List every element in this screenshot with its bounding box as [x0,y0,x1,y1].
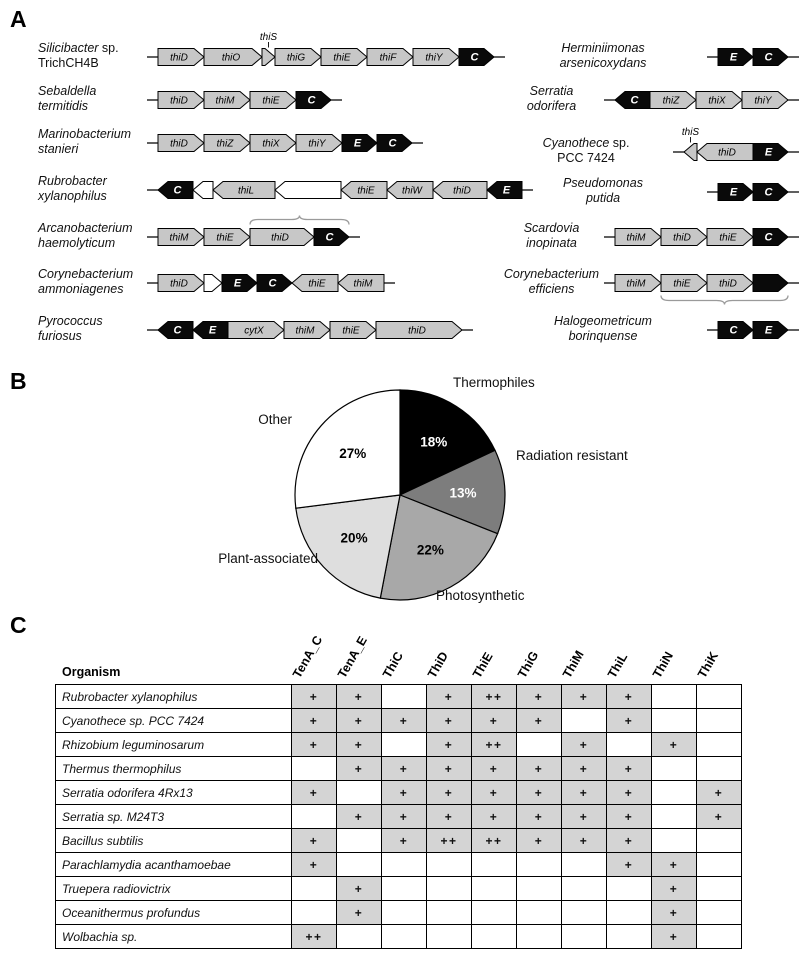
presence-cell: + [607,829,652,853]
presence-cell [652,781,697,805]
table-row [56,829,742,853]
presence-cell [697,901,742,925]
table-column-header-thil: ThiL [605,650,631,681]
presence-cell [337,925,382,949]
panel-c-label: C [10,612,27,638]
presence-cell [382,901,427,925]
presence-cell [382,925,427,949]
table-row [56,781,742,805]
presence-cell: + [517,685,562,709]
gene-cluster [707,322,799,339]
gene-arrow-unlabeled [275,182,341,199]
presence-cell: ++ [292,925,337,949]
presence-cell [652,685,697,709]
gene-label: E [233,277,242,290]
pie-percent-label: 20% [340,530,368,546]
pie-label-other: Other [258,412,292,427]
table-row [56,901,742,925]
presence-cell: + [427,733,472,757]
gene-label: thiO [221,52,241,64]
gene-label: thiD [170,138,188,150]
presence-cell: + [517,781,562,805]
gene-label: thiX [708,95,726,107]
organism-column-header: Organism [62,665,121,679]
presence-cell: + [607,781,652,805]
presence-cell: + [292,733,337,757]
gene-label: C [307,94,316,107]
gene-label: thiD [170,278,188,290]
organism-name: Arcanobacterium haemolyticum [38,221,133,250]
organism-cell: Rhizobium leguminosarum [56,733,292,757]
presence-cell: + [472,757,517,781]
gene-cluster [604,275,799,305]
presence-cell [697,733,742,757]
presence-cell: + [517,829,562,853]
gene-label: thiE [216,232,234,244]
presence-cell [427,925,472,949]
presence-cell: ++ [472,733,517,757]
presence-cell: + [652,901,697,925]
gene-label: thiE [342,325,360,337]
gene-label: thiM [295,325,315,337]
table-column-header-thim: ThiM [560,648,587,681]
presence-cell [427,853,472,877]
gene-label: E [729,51,738,64]
organism-cell: Oceanithermus profundus [56,901,292,925]
presence-cell: + [652,733,697,757]
presence-cell: + [427,781,472,805]
presence-cell [382,877,427,901]
presence-cell: + [697,781,742,805]
presence-cell: + [427,685,472,709]
gene-label: cytX [244,325,264,337]
presence-cell: + [382,805,427,829]
gene-label: E [764,324,773,337]
gene-label: C [268,277,277,290]
gene-label: C [764,51,773,64]
gene-cluster [147,32,505,66]
gene-label: C [388,137,397,150]
table-row [56,709,742,733]
gene-label: thiX [262,138,280,150]
pie-label-thermophiles: Thermophiles [453,375,535,390]
presence-cell: + [382,781,427,805]
presence-cell [517,853,562,877]
gene-label: thiD [408,325,426,337]
gene-cluster [147,275,395,292]
gene-label: thiM [169,232,189,244]
presence-cell: + [652,853,697,877]
organism-cell: Wolbachia sp. [56,925,292,949]
presence-cell: + [517,709,562,733]
organism-cell: Serratia sp. M24T3 [56,805,292,829]
gene-fusion-brace [250,216,349,225]
presence-cell: + [472,781,517,805]
presence-cell [517,733,562,757]
presence-cell [382,853,427,877]
presence-cell: ++ [472,829,517,853]
presence-cell: + [382,829,427,853]
presence-cell: + [292,685,337,709]
organism-name: Sebaldella termitidis [38,84,97,113]
gene-label: thiM [626,278,646,290]
presence-cell [697,853,742,877]
presence-cell: + [607,805,652,829]
presence-cell [562,709,607,733]
table-column-header-thic: ThiC [380,649,407,681]
presence-cell [652,757,697,781]
gene-label: thiE [262,95,280,107]
presence-cell: + [292,709,337,733]
table-row [56,757,742,781]
presence-cell [562,901,607,925]
presence-cell [697,709,742,733]
table-column-header-thin: ThiN [650,649,677,681]
presence-cell [517,877,562,901]
gene-arrow-unlabeled [753,275,788,292]
organism-name: Marinobacterium stanieri [38,127,132,156]
gene-label: C [630,94,639,107]
presence-cell [427,877,472,901]
presence-cell: + [652,925,697,949]
organism-name: Herminiimonas arsenicoxydans [559,41,647,70]
gene-arrow-unlabeled [193,182,213,199]
presence-cell: ++ [472,685,517,709]
presence-cell: + [382,709,427,733]
table-row [56,853,742,877]
gene-arrow-thiS [262,49,275,66]
organism-cell: Parachlamydia acanthamoebae [56,853,292,877]
presence-cell [472,901,517,925]
presence-cell [697,829,742,853]
organism-cell: Cyanothece sp. PCC 7424 [56,709,292,733]
presence-cell [607,925,652,949]
gene-arrow-unlabeled [204,275,222,292]
presence-cell [472,877,517,901]
organism-cell: Thermus thermophilus [56,757,292,781]
gene-cluster [147,322,473,339]
presence-cell: + [337,901,382,925]
gene-cluster [147,135,423,152]
presence-cell: + [697,805,742,829]
gene-label: C [729,324,738,337]
gene-label: thiE [357,185,375,197]
pie-percent-label: 18% [420,434,448,450]
presence-cell [472,853,517,877]
presence-cell [292,877,337,901]
presence-cell: + [337,709,382,733]
presence-cell [517,925,562,949]
table-column-header-thig: ThiG [515,648,542,681]
presence-cell: + [292,853,337,877]
gene-label: C [764,231,773,244]
presence-cell [607,901,652,925]
presence-cell [337,829,382,853]
table-column-header-thid: ThiD [425,649,452,681]
gene-label: thiZ [216,138,234,150]
presence-cell [292,901,337,925]
organism-name: Serratia odorifera [526,84,577,113]
presence-cell [337,781,382,805]
presence-cell: + [337,805,382,829]
presence-cell [562,925,607,949]
presence-cell: + [517,757,562,781]
presence-cell: + [562,757,607,781]
organism-cell: Rubrobacter xylanophilus [56,685,292,709]
pie-percent-label: 22% [416,542,444,558]
gene-label: thiZ [662,95,680,107]
gene-label: thiE [333,52,351,64]
table-row [56,685,742,709]
gene-label: thiS [681,127,700,138]
pie-percent-label: 27% [339,445,367,461]
presence-cell: + [292,781,337,805]
gene-label: C [325,231,334,244]
gene-label: E [353,137,362,150]
presence-cell [697,877,742,901]
table-row [56,877,742,901]
presence-cell [697,757,742,781]
gene-fusion-brace [661,296,788,305]
table-row [56,805,742,829]
presence-cell [562,853,607,877]
gene-cluster [604,92,799,109]
organism-name: Silicibacter sp. TrichCH4B [38,41,119,70]
gene-cluster [147,92,342,109]
table-column-header-thie: ThiE [470,650,496,681]
pie-chart [295,390,505,600]
presence-cell: ++ [427,829,472,853]
organism-name: Rubrobacter xylanophilus [38,174,107,203]
presence-cell [652,829,697,853]
pie-label-radiation-resistant: Radiation resistant [516,448,628,463]
presence-cell [697,925,742,949]
table-column-header-thik: ThiK [695,649,722,681]
pie-percent-label: 13% [449,485,477,501]
gene-cluster [673,127,799,161]
table-column-header-tena_c: TenA_C [290,633,326,681]
presence-cell: + [562,685,607,709]
organism-name: Cyanothece sp. PCC 7424 [542,136,630,165]
presence-cell: + [607,853,652,877]
presence-cell: + [427,805,472,829]
gene-cluster [147,216,360,246]
panel-a-label: A [10,6,27,32]
gene-label: thiY [308,138,326,150]
gene-label: thiE [673,278,691,290]
gene-label: thiD [271,232,289,244]
presence-cell [427,901,472,925]
gene-label: thiF [379,52,397,64]
organism-name: Scardovia inopinata [523,221,580,250]
gene-label: thiD [718,147,736,159]
presence-cell [292,805,337,829]
gene-cluster [147,182,533,199]
gene-label: thiM [626,232,646,244]
presence-cell: + [382,757,427,781]
gene-arrow-thiS [684,144,697,161]
presence-cell: + [517,805,562,829]
gene-label: thiE [719,232,737,244]
organism-cell: Bacillus subtilis [56,829,292,853]
presence-cell [292,757,337,781]
gene-label: thiG [286,52,306,64]
presence-cell: + [472,709,517,733]
gene-label: thiW [402,185,422,197]
gene-label: thiD [673,232,691,244]
organism-cell: Serratia odorifera 4Rx13 [56,781,292,805]
organism-name: Halogeometricum borinquense [554,314,652,343]
gene-cluster [707,184,799,201]
presence-cell: + [427,709,472,733]
gene-label: thiY [754,95,772,107]
gene-label: thiS [259,32,278,43]
presence-cell: + [427,757,472,781]
gene-label: E [208,324,217,337]
presence-cell: + [562,829,607,853]
presence-cell [652,805,697,829]
gene-label: C [470,51,479,64]
table-row [56,925,742,949]
table-row [56,733,742,757]
presence-cell [472,925,517,949]
gene-label: thiL [237,185,255,197]
panel-b-label: B [10,368,27,394]
organism-name: Pyrococcus furiosus [38,314,103,343]
presence-cell: + [607,685,652,709]
presence-cell: + [607,757,652,781]
presence-cell [517,901,562,925]
presence-cell [382,733,427,757]
presence-cell: + [472,805,517,829]
presence-cell: + [562,781,607,805]
presence-cell [607,877,652,901]
presence-cell: + [337,685,382,709]
gene-label: thiD [719,278,737,290]
gene-label: C [173,184,182,197]
gene-cluster [707,49,799,66]
gene-label: C [764,186,773,199]
gene-label: thiY [425,52,443,64]
gene-label: thiM [353,278,373,290]
gene-label: E [764,146,773,159]
presence-cell: + [337,733,382,757]
gene-label: thiD [453,185,471,197]
presence-cell [562,877,607,901]
gene-label: E [502,184,511,197]
presence-cell: + [562,733,607,757]
gene-label: thiD [170,52,188,64]
organism-name: Corynebacterium ammoniagenes [38,267,134,296]
gene-label: C [173,324,182,337]
presence-cell: + [337,757,382,781]
presence-cell: + [562,805,607,829]
pie-label-photosynthetic: Photosynthetic [436,588,525,603]
presence-cell [337,853,382,877]
presence-cell: + [652,877,697,901]
presence-cell: + [337,877,382,901]
gene-cluster [604,229,799,246]
gene-label: thiD [170,95,188,107]
pie-label-plant-associated: Plant-associated [218,551,318,566]
presence-cell: + [607,709,652,733]
presence-cell [607,733,652,757]
gene-label: thiM [215,95,235,107]
presence-cell: + [292,829,337,853]
organism-name: Corynebacterium efficiens [503,267,600,296]
comparative-genomics-table [55,684,742,949]
presence-cell [652,709,697,733]
presence-cell [382,685,427,709]
gene-label: thiE [308,278,326,290]
organism-cell: Truepera radiovictrix [56,877,292,901]
table-column-header-tena_e: TenA_E [335,633,370,681]
presence-cell [697,685,742,709]
gene-label: E [729,186,738,199]
organism-name: Pseudomonas putida [563,176,643,205]
